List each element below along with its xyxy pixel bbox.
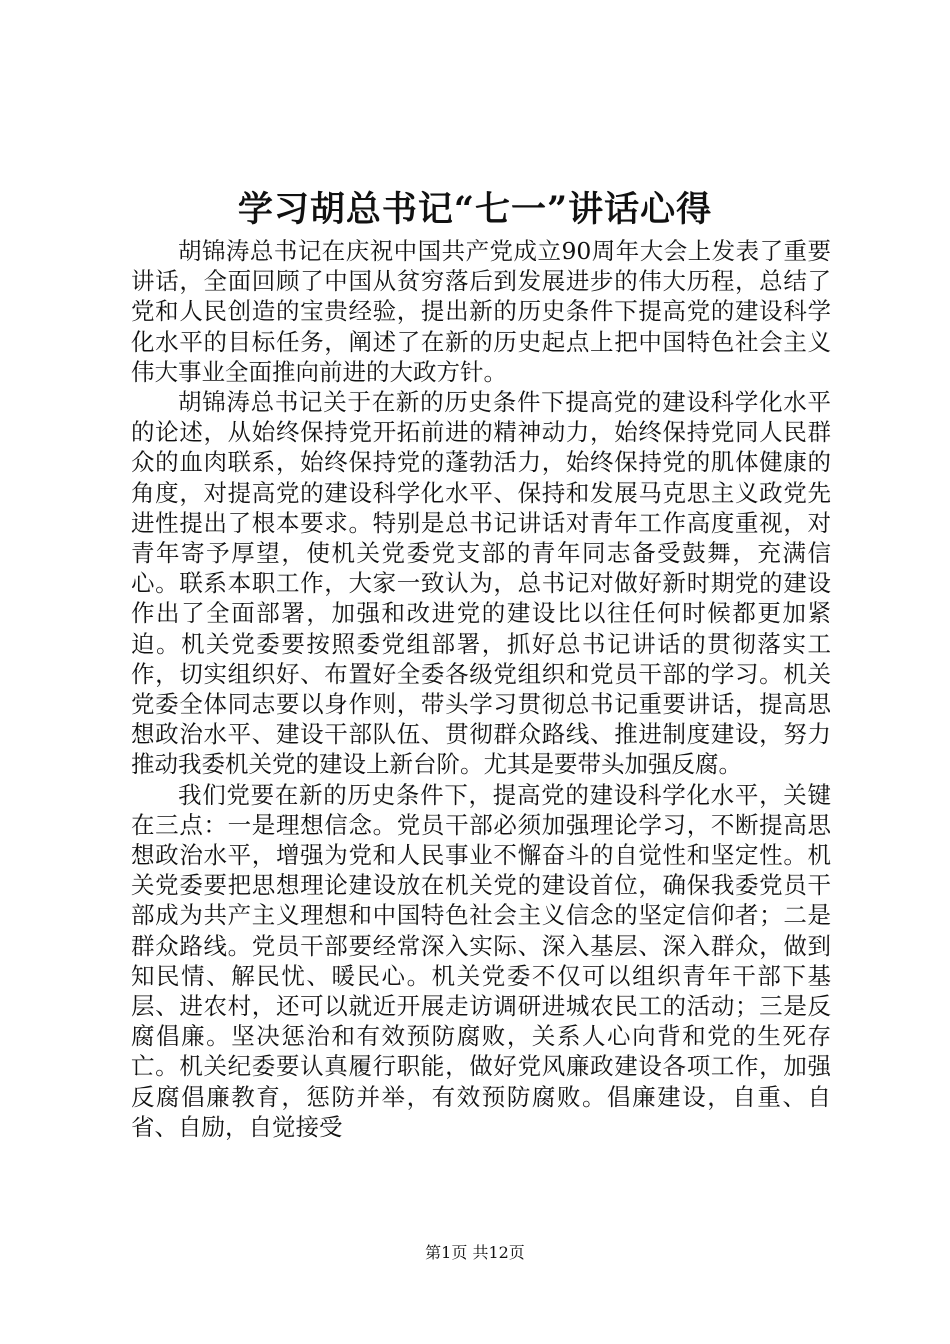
document-title: 学习胡总书记“七一”讲话心得 <box>237 189 713 230</box>
page-number-footer: 第1页 共12页 <box>425 1243 525 1262</box>
document-body <box>131 236 831 1142</box>
paragraph-2: 胡锦涛总书记关于在新的历史条件下提高党的建设科学化水平的论述，从始终保持党开拓前进的精神动力，始终保持党同人民群众的血肉联系，始终保持党的蓬勃活力，始终保持党的肌体健康的角度，对提高党的建设科学化水平、保持和发展马克思主义政党先进性提出了根本要求。特别是总书记讲话对青年工作高度重视，对青年寄予厚望，使机关党委党支部的青年同志备受鼓舞，充满信心。联系本职工作，大家一致认为，总书记对做好新时期党的建设作出了全面部署，加强和改进党的建设比以往任何时候都更加紧迫。机关党委要按照委党组部署，抓好总书记讲话的贯彻落实工作，切实组织好、布置好全委各级党组织和党员干部的学习。机关党委全体同志要以身作则，带头学习贯彻总书记重要讲话，提高思想政治水平、建设干部队伍、贯彻群众路线、推进制度建设，努力推动我委机关党的建设上新台阶。尤其是要带头加强反腐。 <box>131 388 831 779</box>
paragraph-3: 我们党要在新的历史条件下，提高党的建设科学化水平，关键在三点：一是理想信念。党员干部必须加强理论学习，不断提高思想政治水平，增强为党和人民事业不懈奋斗的自觉性和坚定性。机关党委要把思想理论建设放在机关党的建设首位，确保我委党员干部成为共产主义理想和中国特色社会主义信念的坚定信仰者；二是群众路线。党员干部要经常深入实际、深入基层、深入群众，做到知民情、解民忧、暖民心。机关党委不仅可以组织青年干部下基层、进农村，还可以就近开展走访调研进城农民工的活动；三是反腐倡廉。坚决惩治和有效预防腐败，关系人心向背和党的生死存亡。机关纪委要认真履行职能，做好党风廉政建设各项工作，加强反腐倡廉教育，惩防并举，有效预防腐败。倡廉建设，自重、自省、自励，自觉接受 <box>131 780 831 1141</box>
paragraph-1: 胡锦涛总书记在庆祝中国共产党成立90周年大会上发表了重要讲话，全面回顾了中国从贫穷落后到发展进步的伟大历程，总结了党和人民创造的宝贵经验，提出新的历史条件下提高党的建设科学化水平的目标任务，阐述了在新的历史起点上把中国特色社会主义伟大事业全面推向前进的大政方针。 <box>131 237 831 386</box>
